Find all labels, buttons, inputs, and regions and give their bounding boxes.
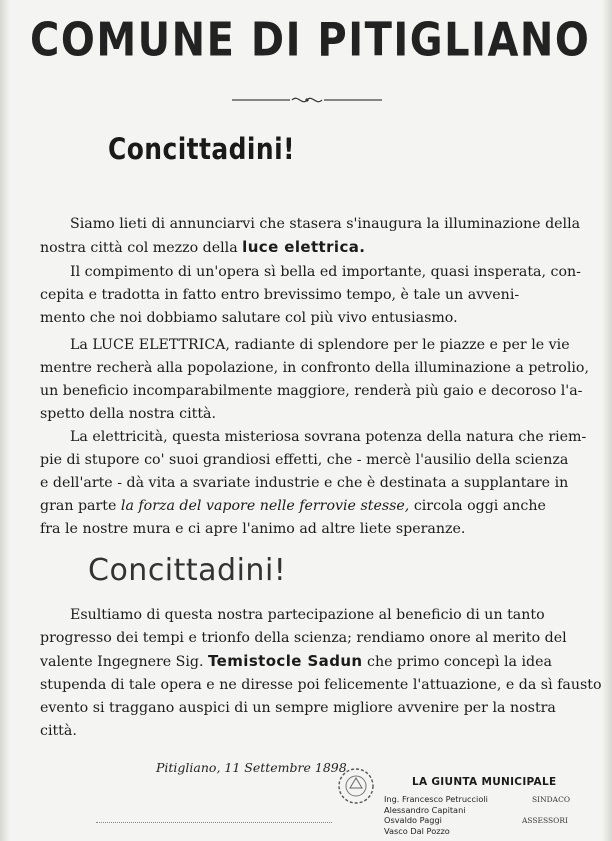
paragraph-4: [40, 426, 612, 541]
signatory: Alessandro Capitani: [384, 804, 466, 815]
role-sindaco: SINDACO: [532, 795, 570, 804]
signatory: Osvaldo Paggi: [384, 815, 442, 825]
giunta-municipale-label: LA GIUNTA MUNICIPALE: [412, 776, 557, 788]
paragraph-1: [40, 213, 612, 260]
heading-concittadini: Concittadini!: [108, 132, 295, 166]
text-line: mentre recherà alla popolazione, in confronto della illuminazione a petrolio,: [40, 360, 589, 376]
poster-title: COMUNE DI PITIGLIANO: [30, 14, 591, 67]
paragraph-3: [40, 334, 612, 426]
text-line: pie di stupore co' suoi grandiosi effetti, che - mercè l'ausilio della scienza: [40, 452, 569, 468]
left-margin-shadow: [0, 0, 10, 841]
text-line: Il compimento di un'opera sì bella ed importante, quasi insperata, con-: [70, 264, 581, 280]
text-line: cepita e tradotta in fatto entro brevissimo tempo, è tale un avveni-: [40, 287, 520, 303]
text-line: spetto della nostra città.: [40, 406, 216, 422]
text-line: stupenda di tale opera e ne diresse poi felicemente l'attuazione, e da sì fausto: [40, 677, 602, 693]
emphasis-engineer-name: Temistocle Sadun: [208, 652, 363, 670]
text-line: Siamo lieti di annunciarvi che stasera s'inaugura la illuminazione della: [70, 216, 581, 232]
text-line: e dell'arte - dà vita a svariate industrie e che è destinata a supplantare in: [40, 475, 569, 491]
text-line: fra le nostre mura e ci apre l'animo ad altre liete speranze.: [40, 521, 466, 537]
signatory: Ing. Francesco Petruccioli: [384, 794, 488, 804]
bottom-dotted-rule: [96, 822, 332, 823]
place-date: Pitigliano, 11 Settembre 1898: [156, 760, 347, 775]
role-assessori: ASSESSORI: [522, 816, 568, 825]
text-line: mento che noi dobbiamo salutare col più vivo entusiasmo.: [40, 310, 458, 326]
text-line: città.: [40, 723, 77, 739]
text-line: Esultiamo di questa nostra partecipazione al beneficio di un tanto: [70, 607, 545, 623]
paragraph-5: [40, 604, 612, 743]
emphasis-luce-elettrica: luce elettrica.: [242, 238, 366, 256]
text-line: La elettricità, questa misteriosa sovrana potenza della natura che riem-: [70, 429, 587, 445]
text-line: valente Ingegnere Sig. Temistocle Sadun che primo concepì la idea: [40, 652, 552, 670]
municipal-seal-icon: [336, 766, 376, 806]
text-line: un beneficio incomparabilmente maggiore, renderà più gaio e decoroso l'a-: [40, 383, 583, 399]
text-line: evento si traggano auspici di un sempre migliore avvenire per la nostra: [40, 700, 556, 716]
signatory: Vasco Dal Pozzo: [384, 825, 450, 836]
text-line: progresso dei tempi e trionfo della scienza; rendiamo onore al merito del: [40, 630, 567, 646]
text-line: La LUCE ELETTRICA, radiante di splendore per le piazze e per le vie: [70, 337, 570, 353]
heading-concittadini-2: Concittadini!: [88, 553, 287, 588]
emphasis-forza-vapore: la forza del vapore nelle ferrovie stesse,: [120, 498, 410, 514]
ornament-divider: [232, 95, 382, 105]
text-line: gran parte la forza del vapore nelle ferrovie stesse, circola oggi anche: [40, 498, 546, 514]
paragraph-2: [40, 261, 612, 330]
text-line: nostra città col mezzo della luce elettrica.: [40, 238, 366, 256]
